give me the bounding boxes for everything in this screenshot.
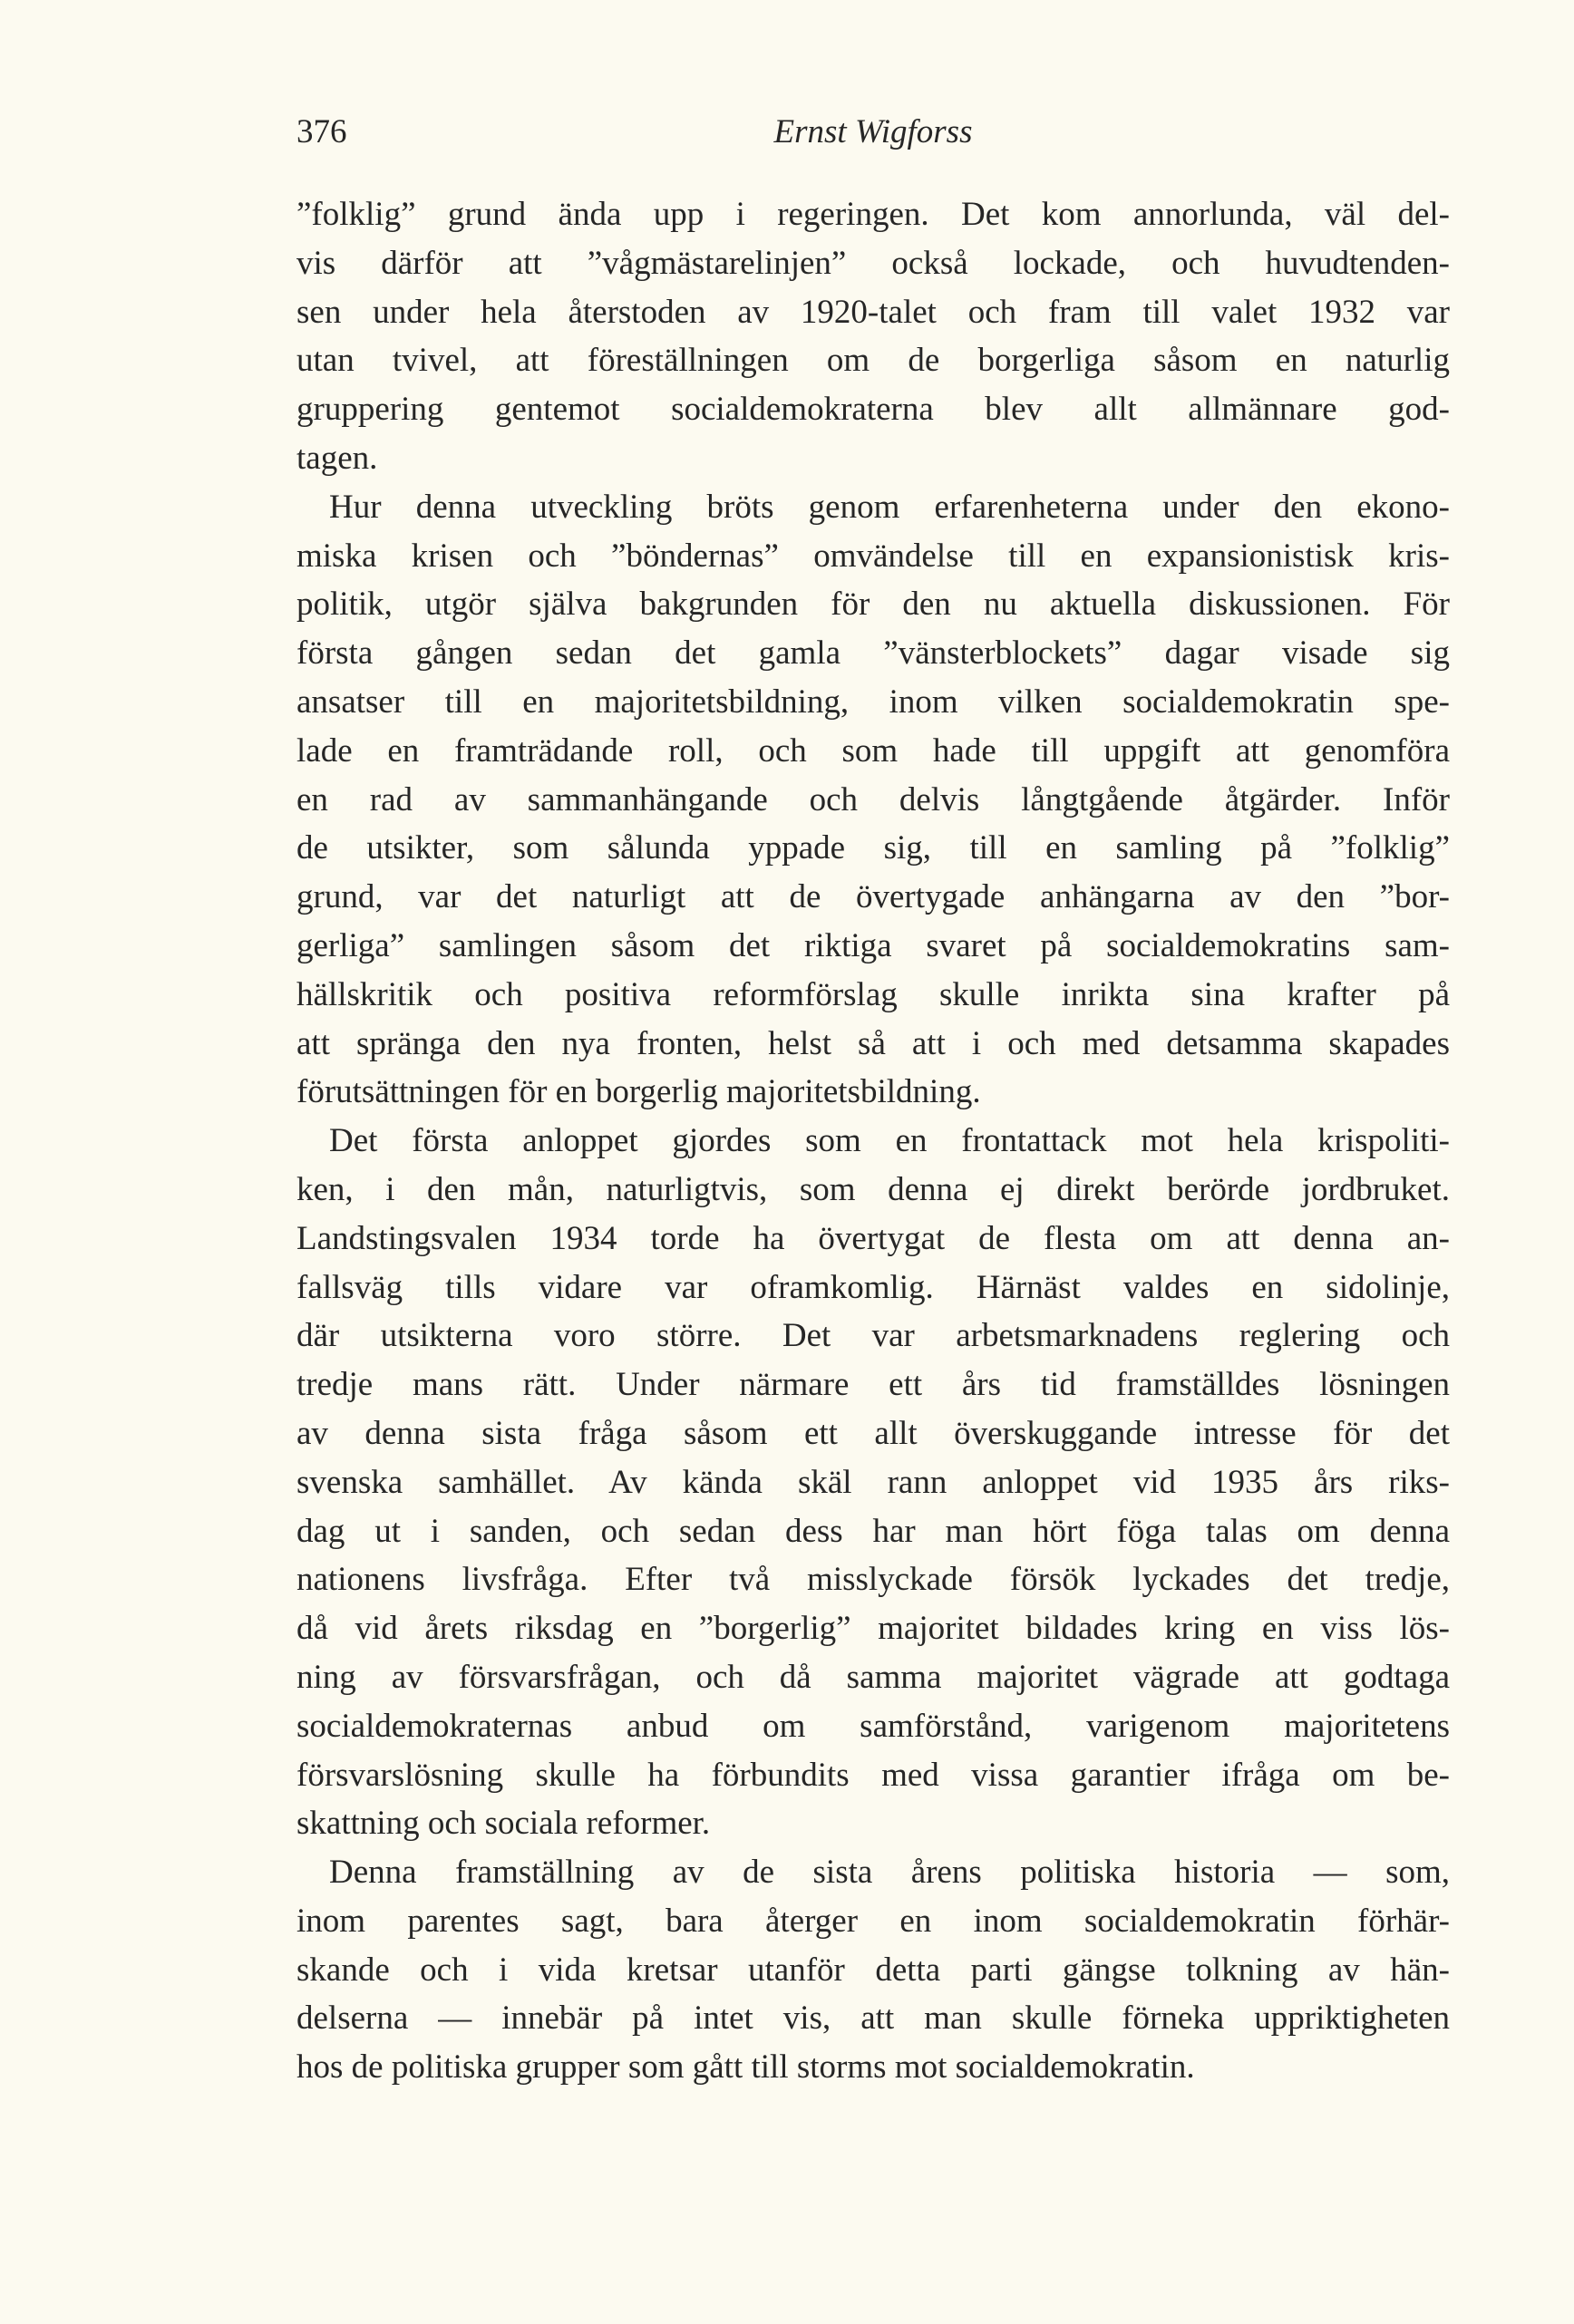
paragraph <box>296 190 1450 483</box>
text-line: tagen. <box>296 439 378 477</box>
text-line: Det första anloppet gjordes som en frontattack mot hela krispoliti- <box>329 1122 1450 1160</box>
text-line: ”folklig” grund ända upp i regeringen. Det kom annorlunda, väl del- <box>296 196 1450 233</box>
text-line: skande och i vida kretsar utanför detta parti gängse tolkning av hän- <box>296 1951 1450 1989</box>
text-line: sen under hela återstoden av 1920-talet och fram till valet 1932 var <box>296 293 1450 331</box>
text-line: inom parentes sagt, bara återger en inom socialdemokratin förhär- <box>296 1902 1450 1940</box>
text-line: försvarslösning skulle ha förbundits med vissa garantier ifråga om be- <box>296 1756 1450 1794</box>
text-line: första gången sedan det gamla ”vänsterblockets” dagar visade sig <box>296 634 1450 673</box>
text-line: utan tvivel, att föreställningen om de borgerliga såsom en naturlig <box>296 342 1450 380</box>
text-line: ken, i den mån, naturligtvis, som denna ej direkt berörde jordbruket. <box>296 1170 1450 1208</box>
paragraph <box>296 483 1450 1117</box>
text-line: dag ut i sanden, och sedan dess har man hört föga talas om denna <box>296 1512 1450 1550</box>
page-number: 376 <box>296 113 347 150</box>
text-line: hos de politiska grupper som gått till storms mot socialdemokratin. <box>296 2048 1195 2087</box>
text-line: miska krisen och ”böndernas” omvändelse till en expansionistisk kris- <box>296 537 1450 575</box>
text-line: grund, var det naturligt att de övertygade anhängarna av den ”bor- <box>296 878 1450 916</box>
text-line: skattning och sociala reformer. <box>296 1805 711 1843</box>
text-line: då vid årets riksdag en ”borgerlig” majoritet bildades kring en viss lös- <box>296 1610 1450 1648</box>
text-line: förutsättningen för en borgerlig majoritetsbildning. <box>296 1073 981 1111</box>
text-line: gruppering gentemot socialdemokraterna blev allt allmännare god- <box>296 391 1450 429</box>
text-line: de utsikter, som sålunda yppade sig, till en samling på ”folklig” <box>296 829 1450 867</box>
text-line: svenska samhället. Av kända skäl rann anloppet vid 1935 års riks- <box>296 1463 1450 1501</box>
text-line: Hur denna utveckling bröts genom erfarenheterna under den ekono- <box>329 488 1450 526</box>
text-line: av denna sista fråga såsom ett allt överskuggande intresse för det <box>296 1414 1450 1452</box>
text-line: en rad av sammanhängande och delvis långtgående åtgärder. Inför <box>296 780 1450 818</box>
paragraph <box>296 1848 1450 2092</box>
text-line: där utsikterna voro större. Det var arbetsmarknadens reglering och <box>296 1317 1450 1355</box>
text-line: nationens livsfråga. Efter två misslyckade försök lyckades det tredje, <box>296 1561 1450 1599</box>
text-line: vis därför att ”vågmästarelinjen” också lockade, och huvudtenden- <box>296 244 1450 282</box>
text-line: gerliga” samlingen såsom det riktiga svaret på socialdemokratins sam- <box>296 926 1450 964</box>
text-line: ning av försvarsfrågan, och då samma majoritet vägrade att godtaga <box>296 1658 1450 1696</box>
text-line: Landstingsvalen 1934 torde ha övertygat de flesta om att denna an- <box>296 1219 1450 1257</box>
paragraph <box>296 1117 1450 1848</box>
text-line: socialdemokraternas anbud om samförstånd, varigenom majoritetens <box>296 1707 1450 1745</box>
text-line: tredje mans rätt. Under närmare ett års tid framställdes lösningen <box>296 1366 1450 1404</box>
text-line: delserna — innebär på intet vis, att man skulle förneka uppriktigheten <box>296 2000 1450 2038</box>
running-title: Ernst Wigforss <box>773 113 973 150</box>
page-header <box>296 112 1450 158</box>
text-line: ansatser till en majoritetsbildning, inom vilken socialdemokratin spe- <box>296 683 1450 721</box>
text-line: lade en framträdande roll, och som hade till uppgift att genomföra <box>296 731 1450 770</box>
text-line: Denna framställning av de sista årens politiska historia — som, <box>329 1854 1450 1892</box>
text-line: att spränga den nya fronten, helst så att i och med detsamma skapades <box>296 1024 1450 1062</box>
body-text <box>296 190 1450 2092</box>
text-line: fallsväg tills vidare var oframkomlig. Härnäst valdes en sidolinje, <box>296 1268 1450 1306</box>
text-line: hällskritik och positiva reformförslag skulle inrikta sina krafter på <box>296 975 1450 1013</box>
text-line: politik, utgör själva bakgrunden för den nu aktuella diskussionen. För <box>296 586 1450 624</box>
